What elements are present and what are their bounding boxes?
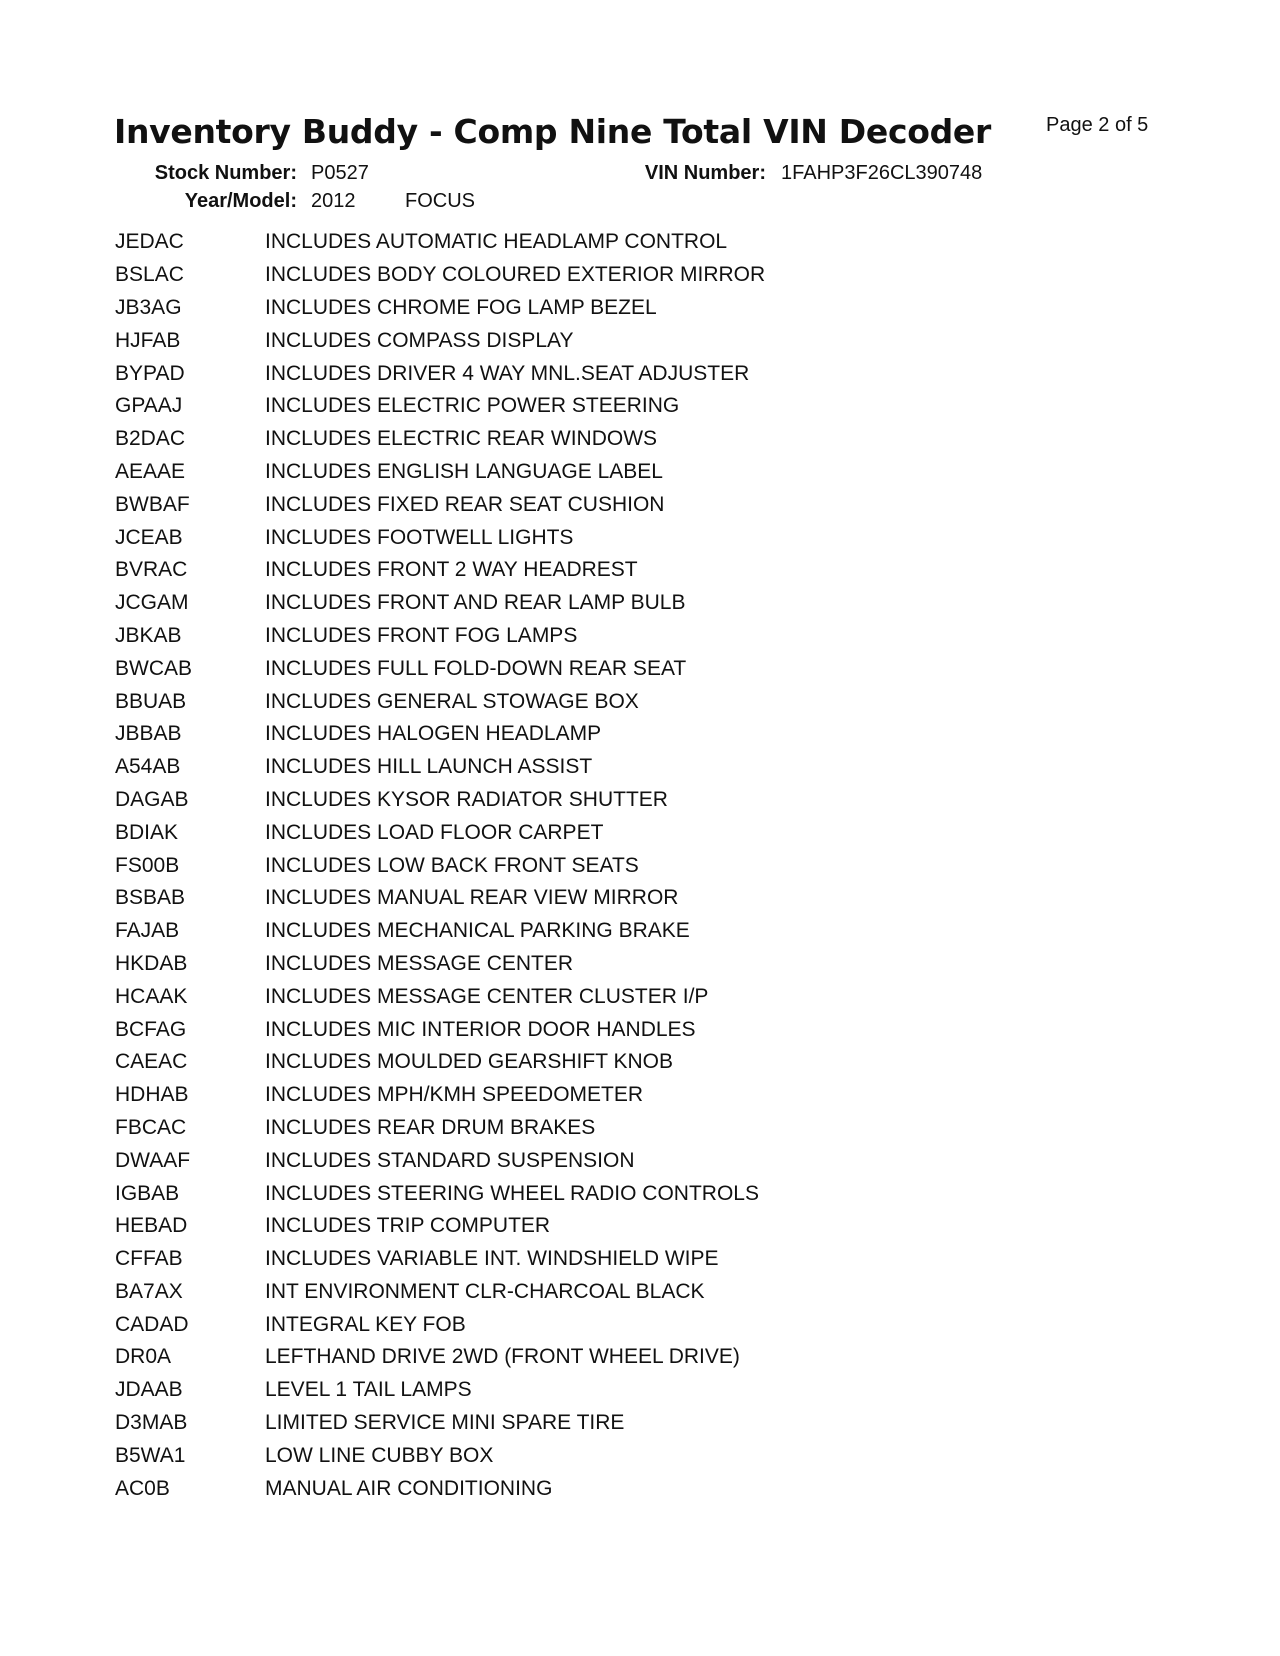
option-code: HCAAK [115,984,188,1008]
list-item [115,915,765,948]
option-code: BSLAC [115,263,184,287]
list-item [115,1210,765,1243]
option-code: BA7AX [115,1279,183,1303]
option-description: INCLUDES KYSOR RADIATOR SHUTTER [265,787,668,811]
option-code: CAEAC [115,1050,188,1074]
list-item [115,259,765,292]
option-description: INCLUDES BODY COLOURED EXTERIOR MIRROR [265,263,766,287]
option-description: INCLUDES FRONT 2 WAY HEADREST [265,558,638,582]
option-code: JB3AG [115,295,182,319]
option-description: INCLUDES FOOTWELL LIGHTS [265,525,574,549]
list-item [115,718,765,751]
option-description: INCLUDES AUTOMATIC HEADLAMP CONTROL [265,230,728,254]
list-item [115,849,765,882]
option-description: MANUAL AIR CONDITIONING [265,1476,553,1500]
option-description: INCLUDES DRIVER 4 WAY MNL.SEAT ADJUSTER [265,361,750,385]
list-item [115,1407,765,1440]
option-description: LOW LINE CUBBY BOX [265,1443,494,1467]
list-item [115,357,765,390]
option-description: LIMITED SERVICE MINI SPARE TIRE [265,1411,625,1435]
list-item [115,652,765,685]
option-code: CFFAB [115,1247,183,1271]
option-description: INCLUDES MANUAL REAR VIEW MIRROR [265,886,679,910]
option-description: INCLUDES STEERING WHEEL RADIO CONTROLS [265,1181,759,1205]
option-code: BDIAK [115,820,179,844]
list-item [115,1079,765,1112]
option-description: INCLUDES MESSAGE CENTER CLUSTER I/P [265,984,709,1008]
list-item [115,292,765,325]
list-item [115,1439,765,1472]
list-item [115,1472,765,1505]
option-description: INTEGRAL KEY FOB [265,1312,466,1336]
page-number: Page 2 of 5 [1046,114,1149,136]
option-description: LEVEL 1 TAIL LAMPS [265,1378,472,1402]
list-item [115,488,765,521]
option-code: BWBAF [115,492,190,516]
list-item [115,1144,765,1177]
list-item [115,390,765,423]
stock-number-value: P0527 [311,162,369,184]
vin-number-label: VIN Number: [644,162,766,184]
option-code: AC0B [115,1476,170,1500]
option-description: LEFTHAND DRIVE 2WD (FRONT WHEEL DRIVE) [265,1345,740,1369]
option-description: INCLUDES MOULDED GEARSHIFT KNOB [265,1050,674,1074]
list-item [115,620,765,653]
option-code: BYPAD [115,361,185,385]
option-description: INCLUDES HILL LAUNCH ASSIST [265,755,593,779]
option-description: INCLUDES STANDARD SUSPENSION [265,1148,635,1172]
list-item [115,980,765,1013]
option-description: INCLUDES GENERAL STOWAGE BOX [265,689,639,713]
option-code: FAJAB [115,919,180,943]
option-code: BSBAB [115,886,186,910]
option-code: JBBAB [115,722,182,746]
list-item [115,1046,765,1079]
list-item [115,587,765,620]
option-code: IGBAB [115,1181,180,1205]
option-code: D3MAB [115,1411,188,1435]
option-code: BBUAB [115,689,187,713]
option-description: INCLUDES ELECTRIC REAR WINDOWS [265,427,658,451]
option-code: B5WA1 [115,1443,186,1467]
list-item [115,816,765,849]
list-item [115,882,765,915]
option-code: GPAAJ [115,394,183,418]
option-code: AEAAE [115,459,186,483]
option-description: INCLUDES LOAD FLOOR CARPET [265,820,604,844]
option-description: INCLUDES ELECTRIC POWER STEERING [265,394,680,418]
stock-number-label: Stock Number: [154,162,297,184]
option-code: BCFAG [115,1017,187,1041]
option-code: HEBAD [115,1214,188,1238]
option-code: CADAD [115,1312,189,1336]
option-code: HDHAB [115,1083,189,1107]
option-description: INCLUDES MESSAGE CENTER [265,951,574,975]
list-item [115,1374,765,1407]
option-code: JDAAB [115,1378,183,1402]
option-description: INCLUDES TRIP COMPUTER [265,1214,551,1238]
list-item [115,948,765,981]
list-item [115,1308,765,1341]
list-item [115,1243,765,1276]
option-code: DR0A [115,1345,172,1369]
list-item [115,456,765,489]
list-item [115,1112,765,1145]
option-code: FBCAC [115,1115,187,1139]
option-description: INCLUDES FULL FOLD-DOWN REAR SEAT [265,656,687,680]
option-code: JBKAB [115,623,182,647]
option-code: DAGAB [115,787,189,811]
option-code: JEDAC [115,230,184,254]
option-description: INCLUDES FRONT AND REAR LAMP BULB [265,591,686,615]
option-code: BVRAC [115,558,188,582]
option-description: INCLUDES MIC INTERIOR DOOR HANDLES [265,1017,696,1041]
list-item [115,521,765,554]
option-description: INCLUDES MPH/KMH SPEEDOMETER [265,1083,644,1107]
option-description: INCLUDES FIXED REAR SEAT CUSHION [265,492,665,516]
option-description: INCLUDES LOW BACK FRONT SEATS [265,853,639,877]
list-item [115,423,765,456]
list-item [115,685,765,718]
option-code: B2DAC [115,427,186,451]
option-description: INCLUDES MECHANICAL PARKING BRAKE [265,919,690,943]
list-item [115,1177,765,1210]
option-code: JCGAM [115,591,189,615]
list-item [115,1276,765,1309]
list-item [115,554,765,587]
list-item [115,324,765,357]
option-code: DWAAF [115,1148,191,1172]
option-description: INCLUDES HALOGEN HEADLAMP [265,722,602,746]
option-code: JCEAB [115,525,183,549]
option-description: INCLUDES FRONT FOG LAMPS [265,623,578,647]
option-description: INCLUDES COMPASS DISPLAY [265,328,574,352]
list-item [115,784,765,817]
option-code: BWCAB [115,656,193,680]
option-description: INCLUDES ENGLISH LANGUAGE LABEL [265,459,663,483]
list-item [115,751,765,784]
option-code: A54AB [115,755,181,779]
option-code: HJFAB [115,328,181,352]
option-code-list [115,226,765,1505]
list-item [115,1013,765,1046]
list-item [115,226,765,259]
model-value: FOCUS [405,190,475,212]
option-code: FS00B [115,853,180,877]
vin-number-value: 1FAHP3F26CL390748 [781,162,983,184]
list-item [115,1341,765,1374]
option-description: INCLUDES CHROME FOG LAMP BEZEL [265,295,657,319]
option-code: HKDAB [115,951,188,975]
year-value: 2012 [311,190,356,212]
year-model-label: Year/Model: [184,190,297,212]
option-description: INCLUDES VARIABLE INT. WINDSHIELD WIPE [265,1247,719,1271]
option-description: INT ENVIRONMENT CLR-CHARCOAL BLACK [265,1279,705,1303]
page-title: Inventory Buddy - Comp Nine Total VIN Decoder [114,112,991,151]
option-description: INCLUDES REAR DRUM BRAKES [265,1115,596,1139]
